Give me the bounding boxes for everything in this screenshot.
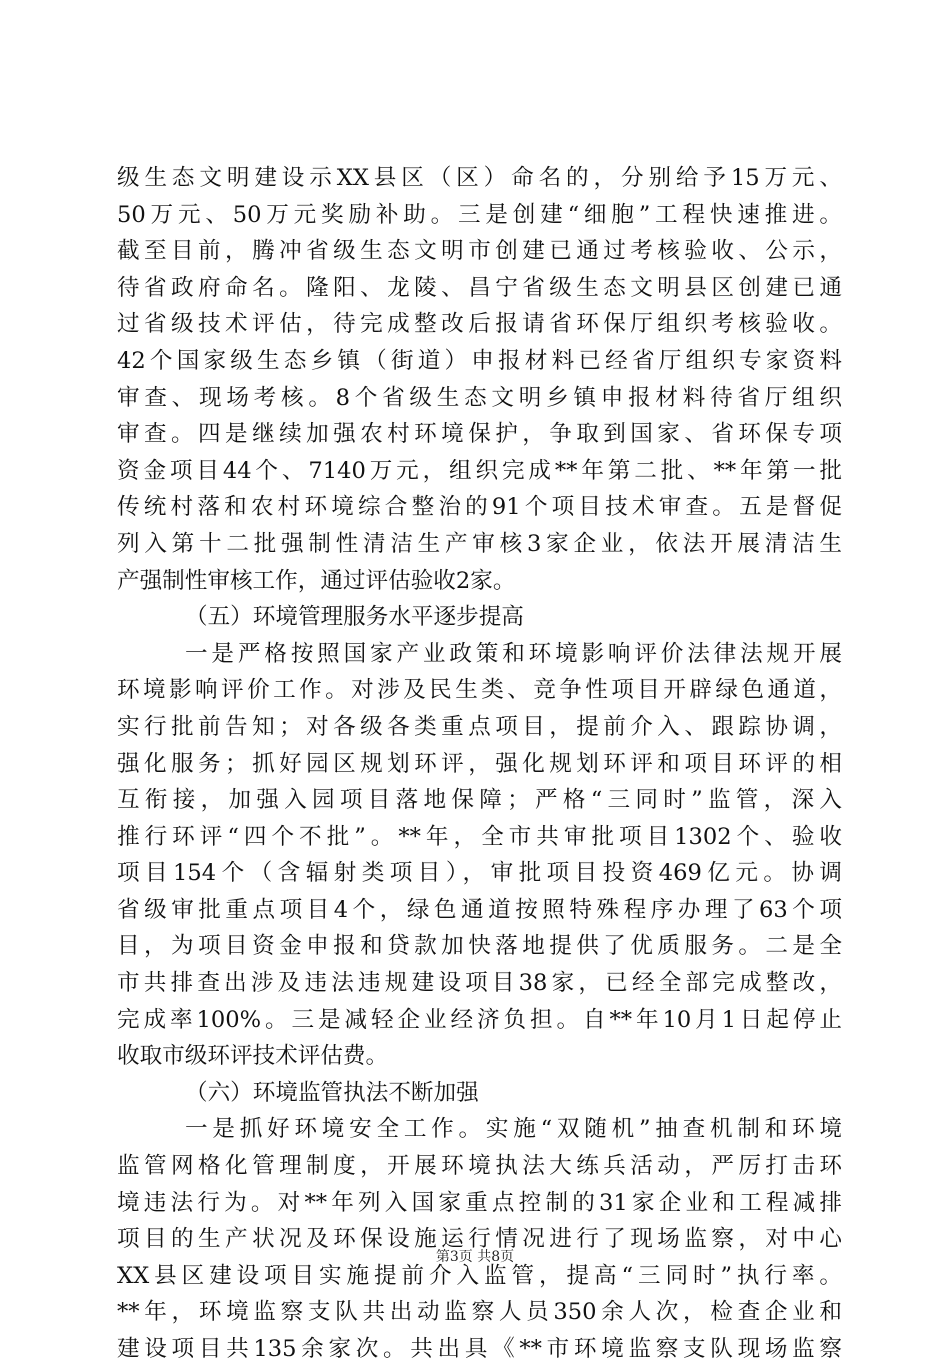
text-line: 目，为项目资金申报和贷款加快落地提供了优质服务。二是全 xyxy=(117,933,842,960)
text-line: 市共排查出涉及违法违规建设项目38家，已经全部完成整改， xyxy=(117,970,842,997)
text-line: 境违法行为。对**年列入国家重点控制的31家企业和工程减排 xyxy=(117,1189,842,1216)
text-line: 强化服务；抓好园区规划环评，强化规划环评和项目环评的相 xyxy=(117,750,842,777)
text-line: 建设项目共135余家次。共出具《**市环境监察支队现场监察 xyxy=(117,1336,842,1362)
document-body xyxy=(117,160,842,1368)
text-line: 级生态文明建设示XX县区（区）命名的，分别给予15万元、 xyxy=(117,165,842,191)
text-line: 项目154个（含辐射类项目），审批项目投资469亿元。协调 xyxy=(117,860,842,887)
text-line: 完成率100%。三是减轻企业经济负担。自**年10月1日起停止 xyxy=(117,1006,842,1033)
text-line: 50万元、50万元奖励补助。三是创建“细胞”工程快速推进。 xyxy=(117,201,842,228)
text-line: 一是抓好环境安全工作。实施“双随机”抽查机制和环境 xyxy=(185,1116,842,1143)
text-line: 实行批前告知；对各级各类重点项目，提前介入、跟踪协调， xyxy=(117,713,842,740)
text-line: 审查。四是继续加强农村环境保护，争取到国家、省环保专项 xyxy=(117,421,842,448)
text-line: XX县区建设项目实施提前介入监管，提高“三同时”执行率。 xyxy=(117,1262,842,1289)
text-line: **年，环境监察支队共出动监察人员350余人次，检查企业和 xyxy=(117,1299,842,1326)
text-line: 互衔接，加强入园项目落地保障；严格“三同时”监管，深入 xyxy=(117,787,842,814)
text-line: 监管网格化管理制度，开展环境执法大练兵活动，严厉打击环 xyxy=(117,1153,842,1180)
text-line: 过省级技术评估，待完成整改后报请省环保厅组织考核验收。 xyxy=(117,311,842,338)
text-line: 截至目前，腾冲省级生态文明市创建已通过考核验收、公示， xyxy=(117,238,842,265)
page-number-footer: 第3页 共8页 xyxy=(435,1249,515,1265)
text-line: 一是严格按照国家产业政策和环境影响评价法律法规开展 xyxy=(185,640,842,667)
text-line: 待省政府命名。隆阳、龙陵、昌宁省级生态文明县区创建已通 xyxy=(117,274,842,301)
text-line: 省级审批重点项目4个，绿色通道按照特殊程序办理了63个项 xyxy=(117,896,842,923)
text-line: 审查、现场考核。8个省级生态文明乡镇申报材料待省厅组织 xyxy=(117,384,842,411)
text-line: 42个国家级生态乡镇（街道）申报材料已经省厅组织专家资料 xyxy=(117,347,842,374)
text-line: 项目的生产状况及环保设施运行情况进行了现场监察，对中心 xyxy=(117,1226,842,1253)
text-line: 列入第十二批强制性清洁生产审核3家企业，依法开展清洁生 xyxy=(117,530,842,557)
text-line: 产强制性审核工作，通过评估验收2家。 xyxy=(117,567,516,594)
text-line: 资金项目44个、7140万元，组织完成**年第二批、**年第一批 xyxy=(117,457,842,484)
section-heading: （五）环境管理服务水平逐步提高 xyxy=(185,604,524,631)
text-line: 环境影响评价工作。对涉及民生类、竞争性项目开辟绿色通道， xyxy=(117,677,842,704)
text-line: 推行环评“四个不批”。**年，全市共审批项目1302个、验收 xyxy=(117,823,842,850)
section-heading: （六）环境监管执法不断加强 xyxy=(185,1079,479,1106)
text-line: 传统村落和农村环境综合整治的91个项目技术审查。五是督促 xyxy=(117,494,842,521)
text-line: 收取市级环评技术评估费。 xyxy=(117,1043,389,1070)
